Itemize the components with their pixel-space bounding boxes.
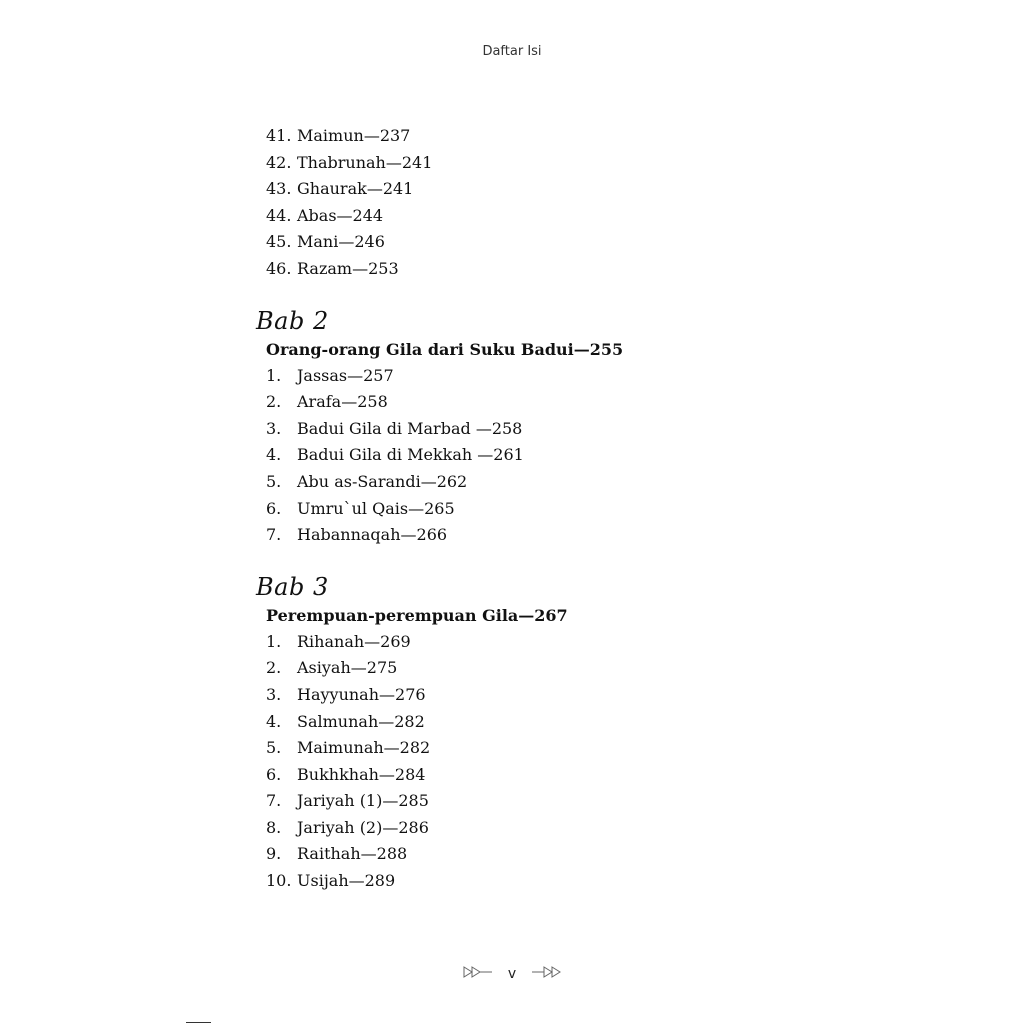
toc-entry-text: Abu as-Sarandi—262 <box>297 471 468 491</box>
toc-entry-number: 3. <box>266 684 282 704</box>
table-of-contents <box>256 123 766 895</box>
intro-list <box>266 123 766 283</box>
toc-entry <box>266 123 766 150</box>
chapter-label: Bab 2 <box>256 306 329 335</box>
toc-entry-number: 1. <box>266 365 282 385</box>
toc-entry <box>266 868 766 895</box>
chapter-section <box>256 306 766 549</box>
toc-entry-text: Jariyah (2)—286 <box>297 817 429 837</box>
toc-entry <box>266 629 766 656</box>
toc-entry <box>266 469 766 496</box>
toc-entry-text: Salmunah—282 <box>297 711 425 731</box>
toc-entry <box>266 256 766 283</box>
toc-entry-text: Raithah—288 <box>297 844 408 864</box>
toc-entry-number: 2. <box>266 658 282 678</box>
running-header: Daftar Isi <box>482 44 542 59</box>
toc-entry-text: Mani—246 <box>297 232 385 252</box>
toc-entry <box>266 229 766 256</box>
toc-entry <box>266 682 766 709</box>
toc-entry-number: 7. <box>266 791 282 811</box>
toc-entry-text: Thabrunah—241 <box>297 152 433 172</box>
toc-entry-text: Ghaurak—241 <box>297 179 414 199</box>
toc-entry-text: Hayyunah—276 <box>297 684 426 704</box>
chapter-title: Perempuan-perempuan Gila—267 <box>266 605 568 625</box>
toc-entry-text: Maimunah—282 <box>297 738 431 758</box>
toc-entry-number: 3. <box>266 418 282 438</box>
toc-entry-text: Jassas—257 <box>297 365 394 385</box>
page-number: v <box>507 966 517 982</box>
toc-entry-text: Bukhkhah—284 <box>297 764 426 784</box>
toc-entry-number: 6. <box>266 498 282 518</box>
chapter-section <box>256 572 766 895</box>
toc-entry-number: 2. <box>266 392 282 412</box>
toc-entry-number: 45. <box>266 232 292 252</box>
toc-entry-number: 9. <box>266 844 282 864</box>
toc-entry-text: Usijah—289 <box>297 871 396 891</box>
toc-entry-text: Badui Gila di Marbad —258 <box>297 418 523 438</box>
toc-entry <box>266 762 766 789</box>
toc-entry-number: 5. <box>266 738 282 758</box>
toc-entry-number: 44. <box>266 205 292 225</box>
toc-entry <box>266 203 766 230</box>
toc-entry-text: Arafa—258 <box>297 392 388 412</box>
toc-entry-text: Umru`ul Qais—265 <box>297 498 455 518</box>
toc-entry <box>266 735 766 762</box>
toc-entry-number: 4. <box>266 711 282 731</box>
toc-entry <box>266 389 766 416</box>
toc-entry-number: 7. <box>266 525 282 545</box>
toc-entry <box>266 788 766 815</box>
toc-entry <box>266 522 766 549</box>
toc-entry <box>266 655 766 682</box>
toc-entry <box>266 709 766 736</box>
toc-entry-text: Badui Gila di Mekkah —261 <box>297 445 524 465</box>
toc-entry-number: 41. <box>266 126 292 145</box>
chapter-label: Bab 3 <box>256 572 329 601</box>
toc-entry <box>266 442 766 469</box>
toc-entry-text: Rihanah—269 <box>297 631 411 651</box>
toc-entry <box>266 416 766 443</box>
toc-entry <box>266 815 766 842</box>
toc-entry-number: 10. <box>266 871 292 891</box>
chapter-title: Orang-orang Gila dari Suku Badui—255 <box>266 339 624 359</box>
toc-entry-number: 42. <box>266 152 292 172</box>
toc-entry <box>266 841 766 868</box>
toc-entry-text: Asiyah—275 <box>297 658 398 678</box>
toc-entry-number: 5. <box>266 471 282 491</box>
toc-entry <box>266 176 766 203</box>
toc-entry <box>266 150 766 177</box>
toc-entry-number: 6. <box>266 764 282 784</box>
toc-entry-text: Razam—253 <box>297 258 399 278</box>
arrow-ornament-right-icon <box>531 965 561 983</box>
toc-entry-text: Habannaqah—266 <box>297 525 448 545</box>
toc-entry <box>266 496 766 523</box>
toc-entry-number: 46. <box>266 258 292 278</box>
toc-entry-text: Jariyah (1)—285 <box>297 791 429 811</box>
toc-entry-number: 8. <box>266 817 282 837</box>
arrow-ornament-left-icon <box>463 965 493 983</box>
toc-entry-number: 43. <box>266 179 292 199</box>
toc-entry-text: Abas—244 <box>297 205 384 225</box>
toc-entry-number: 4. <box>266 445 282 465</box>
crop-mark <box>186 1022 211 1023</box>
toc-entry-number: 1. <box>266 631 282 651</box>
toc-entry-text: Maimun—237 <box>297 126 411 145</box>
toc-entry <box>266 363 766 390</box>
page-footer <box>0 965 1024 983</box>
